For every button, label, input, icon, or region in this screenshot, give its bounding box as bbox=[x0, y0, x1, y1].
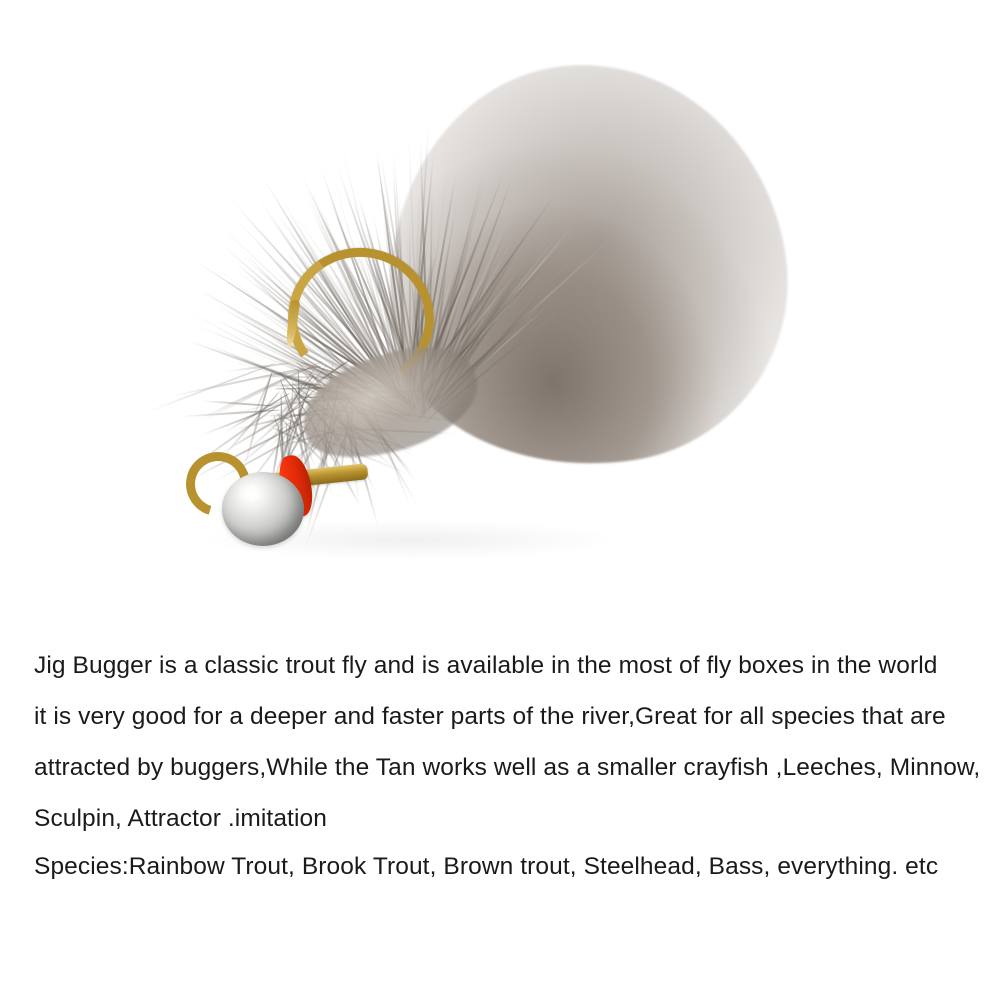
description-line-2: it is very good for a deeper and faster parts of the river,Great for all species that are bbox=[34, 703, 946, 730]
description-line-4: Sculpin, Attractor .imitation bbox=[34, 805, 327, 832]
description-line-1: Jig Bugger is a classic trout fly and is available in the most of fly boxes in the world bbox=[34, 652, 938, 679]
bead-highlight bbox=[238, 484, 264, 502]
product-description bbox=[0, 620, 1000, 888]
species-line: Species:Rainbow Trout, Brook Trout, Brown trout, Steelhead, Bass, everything. etc bbox=[34, 853, 939, 880]
description-line-3: attracted by buggers,While the Tan works well as a smaller crayfish ,Leeches, Minnow, bbox=[34, 754, 981, 781]
tungsten-bead-head bbox=[222, 472, 304, 546]
